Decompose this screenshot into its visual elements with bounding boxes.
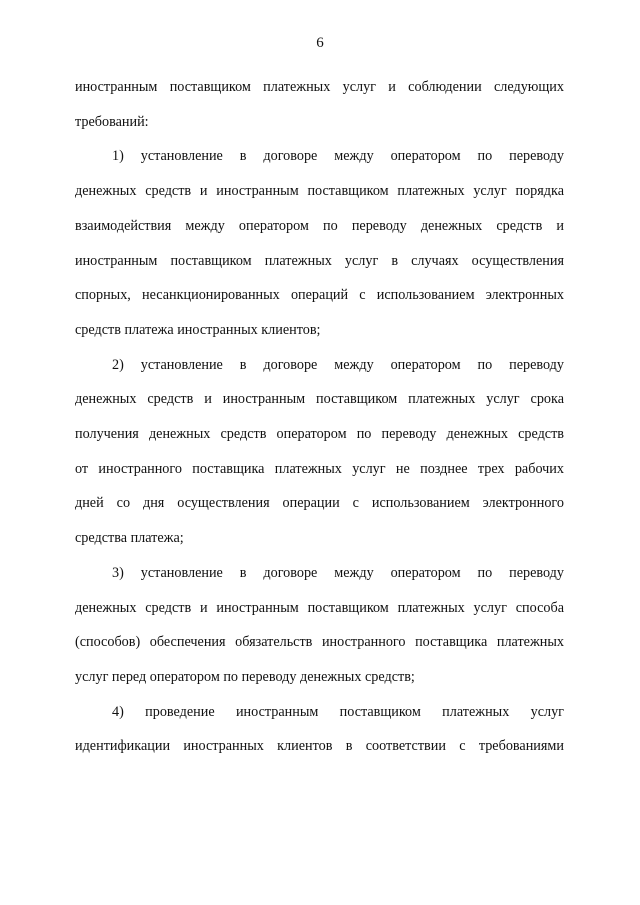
text-line: 1) установление в договоре между оператором по переводу [112, 148, 564, 165]
paragraph-item-1 [75, 139, 564, 347]
text-line: получения денежных средств оператором по переводу денежных средств [75, 426, 564, 443]
text-line: иностранным поставщиком платежных услуг и соблюдении следующих [75, 79, 564, 95]
paragraph-item-3 [75, 556, 564, 695]
text-line: иностранным поставщиком платежных услуг в случаях осуществления [75, 252, 564, 269]
text-line: 3) установление в договоре между оператором по переводу [112, 564, 564, 581]
page-number: 6 [316, 35, 324, 51]
text-line: 4) проведение иностранным поставщиком платежных услуг [112, 703, 564, 720]
paragraph-item-4 [75, 695, 564, 764]
text-line: средства платежа; [75, 530, 184, 547]
text-line: средств платежа иностранных клиентов; [75, 321, 321, 338]
text-line: взаимодействия между оператором по переводу денежных средств и [75, 217, 564, 234]
text-line: от иностранного поставщика платежных услуг не позднее трех рабочих [75, 460, 564, 477]
text-line: (способов) обеспечения обязательств иностранного поставщика платежных [75, 634, 564, 651]
text-line: спорных, несанкционированных операций с использованием электронных [75, 287, 564, 304]
text-line: дней со дня осуществления операции с использованием электронного [75, 495, 564, 512]
text-line: идентификации иностранных клиентов в соответствии с требованиями [75, 738, 564, 755]
paragraph-intro [75, 70, 564, 139]
text-line: денежных средств и иностранным поставщиком платежных услуг срока [75, 391, 564, 408]
text-line: требований: [75, 113, 149, 130]
paragraph-item-2 [75, 348, 564, 556]
document-body [75, 70, 564, 764]
text-line: услуг перед оператором по переводу денежных средств; [75, 668, 415, 685]
text-line: денежных средств и иностранным поставщиком платежных услуг порядка [75, 183, 564, 200]
text-line: денежных средств и иностранным поставщиком платежных услуг способа [75, 599, 564, 616]
text-line: 2) установление в договоре между оператором по переводу [112, 356, 564, 373]
